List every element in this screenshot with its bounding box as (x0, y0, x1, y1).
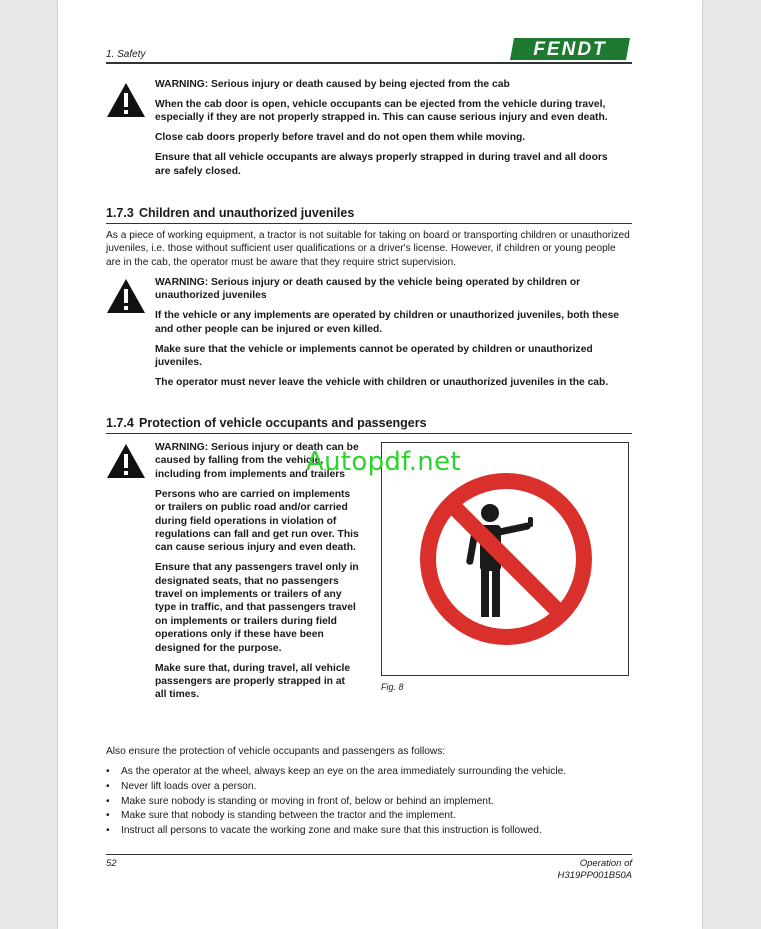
warning-cab-block (155, 78, 615, 184)
section-title: Protection of vehicle occupants and passengers (139, 416, 427, 430)
warning-falling-para: Make sure that, during travel, all vehicle passengers are properly strapped in at all times. (155, 662, 351, 701)
header-rule (106, 62, 632, 64)
footer-rule (106, 854, 632, 855)
warning-triangle-icon (106, 278, 146, 314)
warning-cab-para: When the cab door is open, vehicle occupants can be ejected from the vehicle during travel, especially if they are not properly strapped in. This can cause serious injury and even death. (155, 98, 608, 124)
logo-text: FENDT (533, 39, 607, 60)
warning-children-para: The operator must never leave the vehicle with children or unauthorized juveniles in the cab. (155, 376, 609, 388)
warning-falling-block (155, 441, 359, 708)
warning-children-block (155, 276, 629, 396)
warning-cab-para: Close cab doors properly before travel and do not open them while moving. (155, 132, 526, 144)
warning-falling-title: WARNING: Serious injury or death can be caused by falling from the vehicle, including from implements and trailers (155, 442, 359, 480)
footer-doc-id (558, 858, 632, 882)
section-heading-1-7-3 (106, 206, 354, 220)
section-number: 1.7.3 (106, 206, 134, 220)
list-item: • Instruct all persons to vacate the working zone and make sure that this instruction is followed. (106, 824, 566, 839)
fendt-logo (510, 38, 630, 60)
section-number: 1.7.4 (106, 416, 134, 430)
warning-triangle-icon (106, 443, 146, 479)
footer-doc-line: H319PP001B50A (557, 870, 632, 881)
figure-label: Fig. 8 (381, 682, 404, 692)
section-title: Children and unauthorized juveniles (139, 206, 355, 220)
warning-cab-title: WARNING: Serious injury or death caused by being ejected from the cab (155, 79, 510, 90)
figure-no-passenger-sign (381, 442, 629, 676)
watermark-text: Autopdf.net (306, 447, 461, 477)
section-rule (106, 433, 632, 434)
warning-children-title: WARNING: Serious injury or death caused by the vehicle being operated by children or unauthorized juveniles (155, 277, 581, 302)
list-item: • Never lift loads over a person. (106, 780, 566, 795)
warning-cab-para: Ensure that all vehicle occupants are always properly strapped in during travel and all doors are safely closed. (155, 152, 608, 177)
list-item: • Make sure that nobody is standing between the tractor and the implement. (106, 809, 566, 824)
warning-children-para: If the vehicle or any implements are operated by children or unauthorized juveniles, both these and other people can be injured or even killed. (155, 310, 620, 335)
warning-falling-para: Ensure that any passengers travel only in designated seats, that no passengers travel on implements or trailers of any type in traffic, and that passengers travel on implements or trailers during field operations only if these have been designed for the purpose. (155, 562, 359, 654)
protection-list (106, 765, 566, 839)
section-heading-1-7-4 (106, 416, 427, 430)
section-1-7-3-intro: As a piece of working equipment, a tractor is not suitable for taking on board or transporting children or unauthorized juveniles, i.e. those without sufficient user qualifications or a driver's license. However, if children or young people are in the cab, the operator must be aware that they require strict supervision. (106, 230, 630, 268)
warning-falling-para: Persons who are carried on implements or trailers on public road and/or carried during field operations in violation of regulations can fall and get run over. This can cause serious injury and even death. (155, 488, 359, 554)
page-number: 52 (106, 858, 117, 869)
header-section-title: 1. Safety (106, 49, 146, 60)
footer-doc-line: Operation of (579, 858, 632, 869)
document-page (58, 0, 702, 929)
section-rule (106, 223, 632, 224)
closing-intro: Also ensure the protection of vehicle occupants and passengers as follows: (106, 746, 446, 757)
no-passenger-sign-icon (382, 443, 628, 675)
list-item: • Make sure nobody is standing or moving in front of, below or behind an implement. (106, 795, 566, 810)
list-item: • As the operator at the wheel, always keep an eye on the area immediately surrounding the vehicle. (106, 765, 566, 780)
warning-children-para: Make sure that the vehicle or implements cannot be operated by children or unauthorized juveniles. (155, 343, 593, 369)
warning-triangle-icon (106, 82, 146, 118)
